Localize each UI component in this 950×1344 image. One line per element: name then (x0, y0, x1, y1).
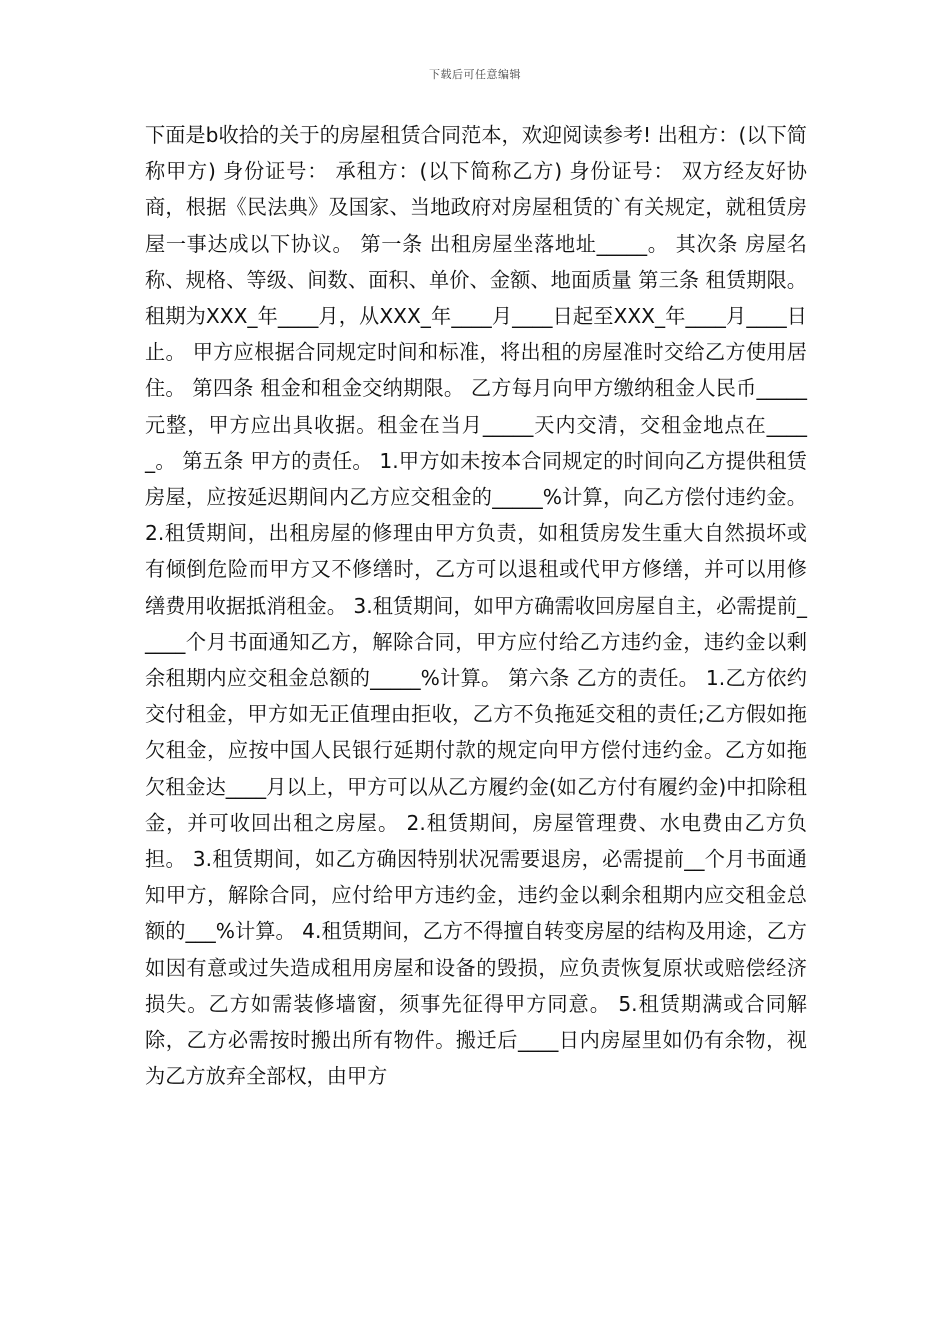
header-note: 下载后可任意编辑 (429, 68, 521, 81)
contract-body-text: 下面是b收拾的关于的房屋租赁合同范本，欢迎阅读参考! 出租方：(以下简称甲方) 身份证号： 承租方：(以下简称乙方) 身份证号： 双方经友好协商，根据《民法典》及国家、当地政府对房屋租赁的`有关规定，就租赁房屋一事达成以下协议。 第一条 出租房屋坐落地址_____。 其次条 房屋名称、规格、等级、间数、面积、单价、金额、地面质量 第三条 租赁期限。 租期为XXX_年____月，从XXX_年____月____日起至XXX_年____月____日止。 甲方应根据合同规定时间和标准，将出租的房屋准时交给乙方使用居住。 第四条 租金和租金交纳期限。 乙方每月向甲方缴纳租金人民币_____元整，甲方应出具收据。租金在当月_____天内交清，交租金地点在_____。 第五条 甲方的责任。 1.甲方如未按本合同规定的时间向乙方提供租赁房屋，应按延迟期间内乙方应交租金的_____%计算，向乙方偿付违约金。 2.租赁期间，出租房屋的修理由甲方负责，如租赁房发生重大自然损坏或有倾倒危险而甲方又不修缮时，乙方可以退租或代甲方修缮，并可以用修缮费用收据抵消租金。 3.租赁期间，如甲方确需收回房屋自主，必需提前_____个月书面通知乙方，解除合同，甲方应付给乙方违约金，违约金以剩余租期内应交租金总额的_____%计算。 第六条 乙方的责任。 1.乙方依约交付租金，甲方如无正值理由拒收，乙方不负拖延交租的责任;乙方假如拖欠租金，应按中国人民银行延期付款的规定向甲方偿付违约金。乙方如拖欠租金达____月以上，甲方可以从乙方履约金(如乙方付有履约金)中扣除租金，并可收回出租之房屋。 2.租赁期间，房屋管理费、水电费由乙方负担。 3.租赁期间，如乙方确因特别状况需要退房，必需提前__个月书面通知甲方，解除合同，应付给甲方违约金，违约金以剩余租期内应交租金总额的___%计算。 4.租赁期间，乙方不得擅自转变房屋的结构及用途，乙方如因有意或过失造成租用房屋和设备的毁损，应负责恢复原状或赔偿经济损失。乙方如需装修墙窗，须事先征得甲方同意。 5.租赁期满或合同解除，乙方必需按时搬出所有物件。搬迁后____日内房屋里如仍有余物，视为乙方放弃全部权，由甲方 (145, 123, 807, 1089)
